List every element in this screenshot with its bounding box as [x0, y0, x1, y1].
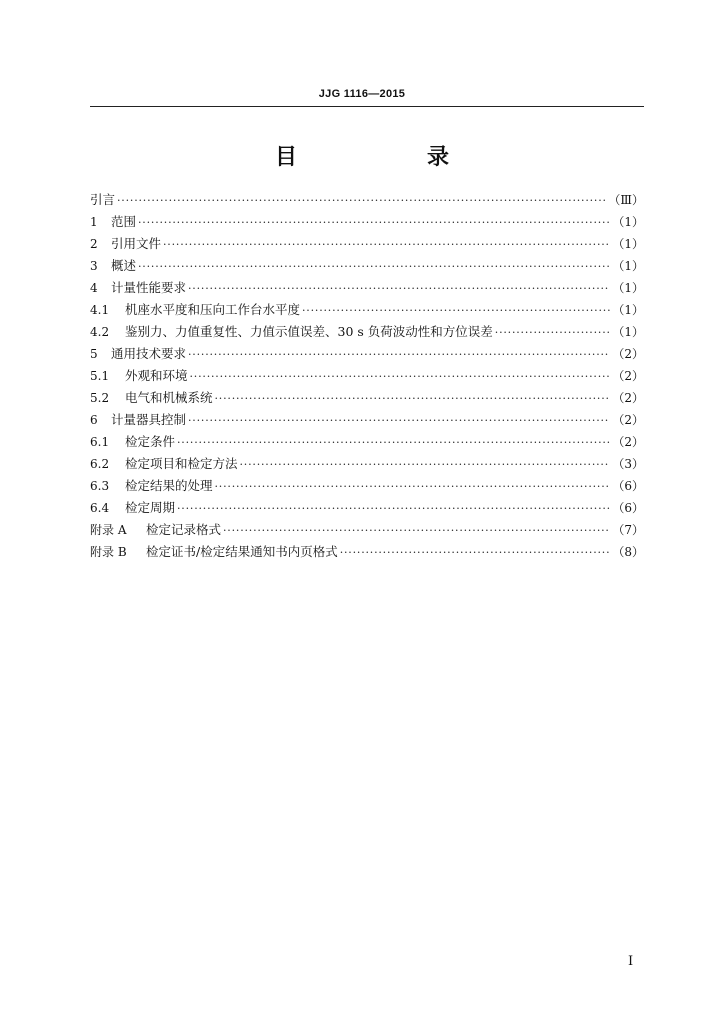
toc-entry-label: 通用技术要求 — [111, 346, 187, 361]
toc-dot-leader — [215, 392, 611, 405]
toc-entry-number: 5.2 — [90, 391, 110, 405]
table-of-contents — [90, 190, 644, 564]
toc-dot-leader — [190, 370, 611, 383]
toc-entry-label: 检定周期 — [125, 500, 176, 515]
toc-entry-page: （1） — [612, 215, 644, 229]
toc-entry-preface[interactable] — [90, 190, 644, 212]
toc-dot-leader — [340, 546, 611, 559]
toc-entry-number: 2 — [90, 237, 98, 251]
toc-entry-number: 4.1 — [90, 303, 110, 317]
toc-dot-leader — [223, 524, 610, 537]
toc-entry-1[interactable] — [90, 212, 644, 234]
toc-entry-page: （8） — [612, 545, 644, 559]
toc-dot-leader — [240, 458, 611, 471]
toc-entry-number: 附录 A — [90, 523, 127, 537]
toc-entry-label: 引用文件 — [111, 236, 162, 251]
toc-entry-page: （2） — [612, 435, 644, 449]
toc-dot-leader — [188, 282, 610, 295]
toc-entry-number: 6.1 — [90, 435, 110, 449]
toc-entry-5[interactable] — [90, 344, 644, 366]
toc-entry-page: （2） — [612, 413, 644, 427]
toc-entry-page: （3） — [612, 457, 644, 471]
toc-entry-6-2[interactable] — [90, 454, 644, 476]
toc-entry-page: （1） — [612, 303, 644, 317]
toc-entry-number: 4 — [90, 281, 98, 295]
toc-dot-leader — [495, 326, 611, 339]
toc-entry-appendix-b[interactable] — [90, 542, 644, 564]
toc-entry-number: 6.4 — [90, 501, 110, 515]
toc-entry-2[interactable] — [90, 234, 644, 256]
toc-entry-4-2[interactable] — [90, 322, 644, 344]
toc-entry-6[interactable] — [90, 410, 644, 432]
page-number: I — [628, 954, 634, 969]
toc-entry-appendix-a[interactable] — [90, 520, 644, 542]
toc-entry-page: （7） — [612, 523, 644, 537]
toc-entry-number: 6.3 — [90, 479, 110, 493]
toc-entry-page: （1） — [612, 281, 644, 295]
toc-entry-4[interactable] — [90, 278, 644, 300]
toc-entry-number: 附录 B — [90, 545, 127, 559]
toc-dot-leader — [302, 304, 610, 317]
toc-entry-number: 6.2 — [90, 457, 110, 471]
toc-entry-number: 1 — [90, 215, 98, 229]
toc-dot-leader — [138, 260, 610, 273]
toc-entry-6-3[interactable] — [90, 476, 644, 498]
toc-entry-page: （6） — [612, 479, 644, 493]
toc-entry-label: 检定结果的处理 — [125, 478, 213, 493]
toc-dot-leader — [188, 348, 610, 361]
toc-entry-6-1[interactable] — [90, 432, 644, 454]
toc-dot-leader — [215, 480, 611, 493]
page-title: 目 录 — [274, 145, 503, 170]
toc-entry-page: （2） — [612, 369, 644, 383]
toc-entry-page: （2） — [612, 347, 644, 361]
toc-dot-leader — [177, 502, 610, 515]
toc-entry-number: 3 — [90, 259, 98, 273]
toc-entry-label: 检定证书/检定结果通知书内页格式 — [146, 544, 338, 559]
toc-entry-page: （1） — [612, 237, 644, 251]
toc-entry-page: （1） — [612, 325, 644, 339]
toc-entry-page: （Ⅲ） — [608, 193, 644, 207]
toc-entry-label: 外观和环境 — [125, 368, 188, 383]
toc-dot-leader — [177, 436, 610, 449]
toc-entry-label: 机座水平度和压向工作台水平度 — [125, 302, 301, 317]
toc-entry-label: 检定记录格式 — [146, 522, 222, 537]
toc-entry-label: 电气和机械系统 — [125, 390, 213, 405]
document-code: JJG 1116—2015 — [318, 88, 406, 100]
toc-entry-5-1[interactable] — [90, 366, 644, 388]
toc-entry-page: （1） — [612, 259, 644, 273]
toc-entry-label: 概述 — [111, 258, 137, 273]
toc-entry-label: 引言 — [90, 192, 116, 207]
toc-entry-page: （2） — [612, 391, 644, 405]
toc-entry-number: 6 — [90, 413, 98, 427]
toc-entry-4-1[interactable] — [90, 300, 644, 322]
toc-entry-page: （6） — [612, 501, 644, 515]
toc-entry-number: 4.2 — [90, 325, 110, 339]
toc-entry-number: 5.1 — [90, 369, 110, 383]
toc-dot-leader — [163, 238, 610, 251]
toc-entry-label: 计量器具控制 — [111, 412, 187, 427]
toc-entry-5-2[interactable] — [90, 388, 644, 410]
toc-dot-leader — [117, 194, 606, 207]
toc-entry-label: 鉴别力、力值重复性、力值示值误差、30 s 负荷波动性和方位误差 — [125, 324, 493, 339]
header-divider — [90, 106, 644, 107]
toc-entry-6-4[interactable] — [90, 498, 644, 520]
toc-entry-label: 检定项目和检定方法 — [125, 456, 238, 471]
toc-entry-label: 计量性能要求 — [111, 280, 187, 295]
toc-dot-leader — [188, 414, 610, 427]
toc-entry-label: 范围 — [111, 214, 137, 229]
toc-entry-3[interactable] — [90, 256, 644, 278]
toc-entry-label: 检定条件 — [125, 434, 176, 449]
toc-dot-leader — [138, 216, 610, 229]
toc-entry-number: 5 — [90, 347, 98, 361]
